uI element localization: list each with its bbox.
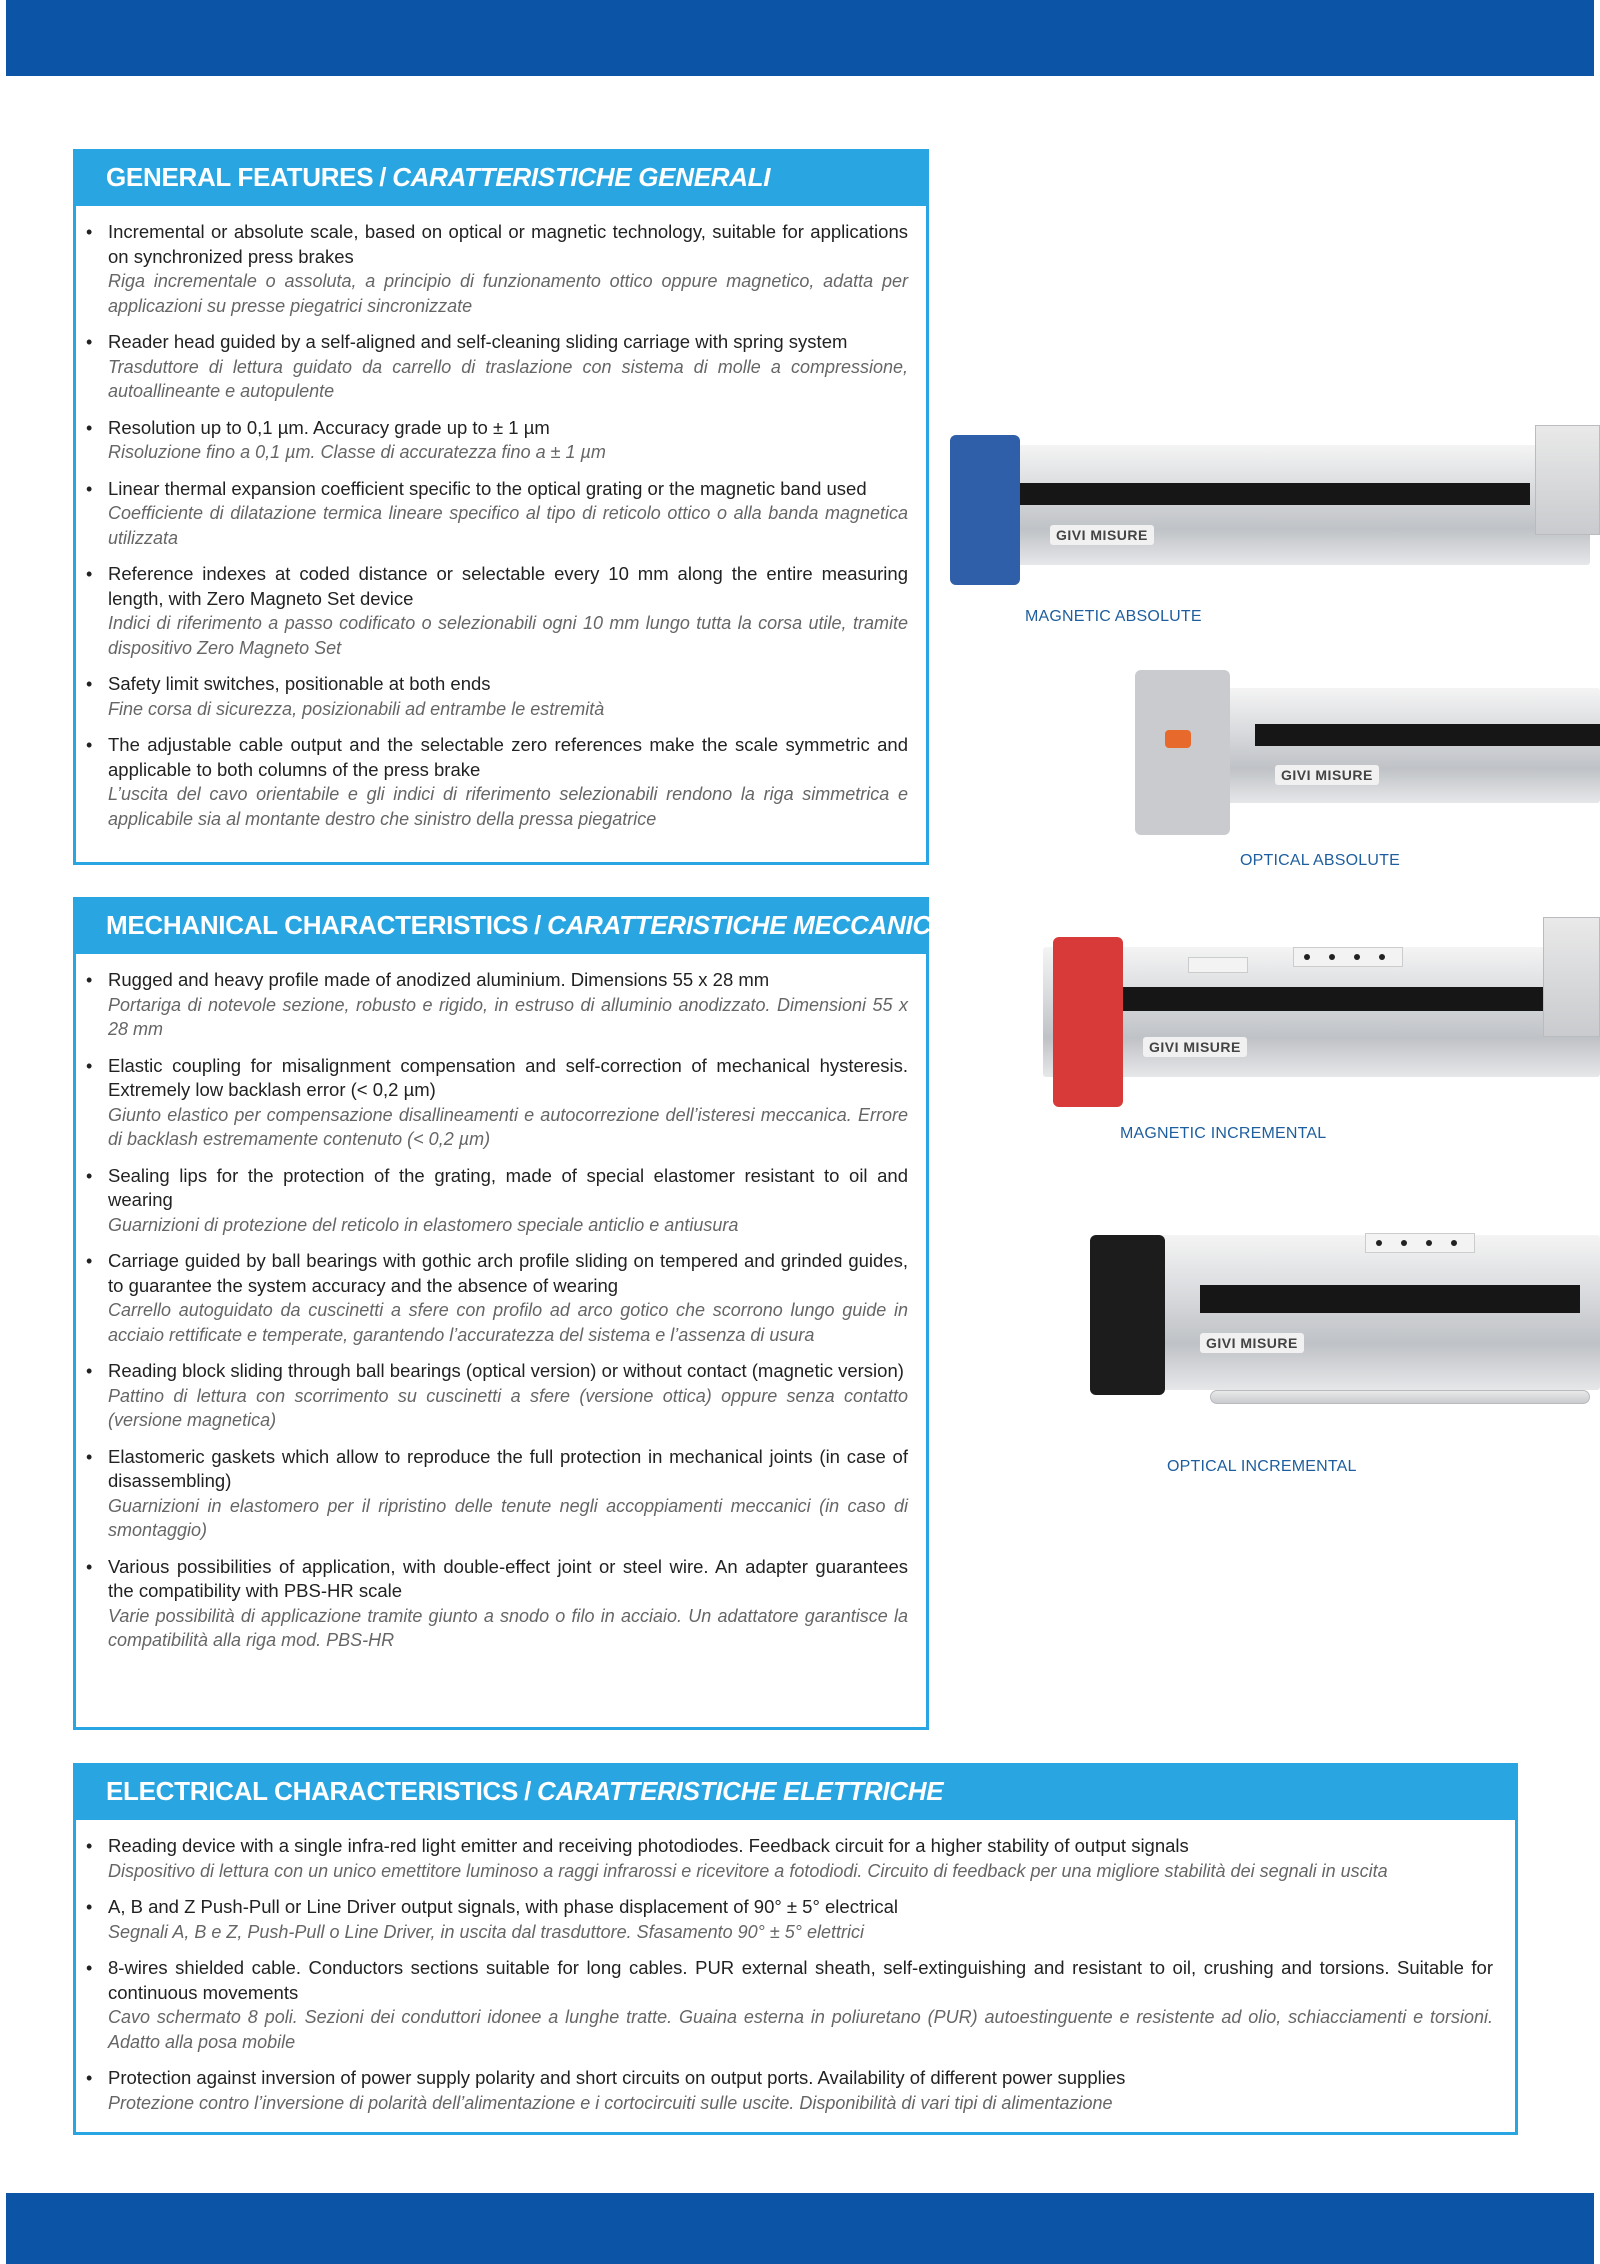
list-item xyxy=(108,1555,908,1653)
item-text-en: • Reader head guided by a self-aligned and self-cleaning sliding carriage with spring system xyxy=(108,331,848,352)
indicator-dot xyxy=(1354,954,1360,960)
item-text-it: Pattino di lettura con scorrimento su cuscinetti a sfere (versione ottica) oppure senza contatto (versione magnetica) xyxy=(108,1385,908,1430)
list-item xyxy=(108,1895,1493,1944)
list-item xyxy=(108,672,908,721)
list-item xyxy=(108,2066,1493,2115)
end-cap xyxy=(1090,1235,1165,1395)
item-text-it: Varie possibilità di applicazione tramite giunto a snodo o filo in acciaio. Un adattatore garantisce la compatibilità alla riga mod. PBS-HR xyxy=(108,1605,908,1650)
list-item xyxy=(108,1359,908,1433)
item-text-en: • 8-wires shielded cable. Conductors sections suitable for long cables. PUR external sheath, self-extinguishing and resistant to oil, crushing and torsions. Suitable for continuous movements xyxy=(108,1957,1493,2003)
electrical-title xyxy=(76,1766,1515,1820)
caption-magnetic-absolute: MAGNETIC ABSOLUTE xyxy=(1025,608,1202,625)
brand-label: GIVI MISURE xyxy=(1275,765,1379,785)
list-item xyxy=(108,1834,1493,1883)
scale-slot xyxy=(1010,483,1530,505)
item-text-it: Risoluzione fino a 0,1 µm. Classe di accuratezza fino a ± 1 µm xyxy=(108,442,606,462)
indicator-dot xyxy=(1376,1240,1382,1246)
electrical-characteristics-panel xyxy=(73,1763,1518,2135)
item-text-en: • Sealing lips for the protection of the grating, made of special elastomer resistant to oil and wearing xyxy=(108,1164,908,1210)
brand-label: GIVI MISURE xyxy=(1143,1037,1247,1057)
item-text-it: Cavo schermato 8 poli. Sezioni dei conduttori idonee a lunghe tratte. Guaina esterna in poliuretano (PUR) autoestinguente e resistente ad olio, schiacciamenti e torsioni. Adatto alla posa mobile xyxy=(108,2007,1493,2052)
indicator-dot xyxy=(1329,954,1335,960)
item-text-it: L’uscita del cavo orientabile e gli indici di riferimento selezionabili rendono la riga simmetrica e applicabile sia al montante destro che sinistro della pressa piegatrice xyxy=(108,784,908,829)
item-text-it: Indici di riferimento a passo codificato o selezionabili ogni 10 mm lungo tutta la corsa utile, tramite dispositivo Zero Magneto Set xyxy=(108,613,908,658)
title-separator: / xyxy=(534,910,542,940)
title-it: CARATTERISTICHE MECCANICHE xyxy=(547,910,967,940)
list-item xyxy=(108,416,908,465)
reader-carriage xyxy=(1535,425,1600,535)
indicator-strip xyxy=(1293,947,1403,967)
product-photo-optical-incremental xyxy=(1090,1215,1600,1450)
item-text-it: Giunto elastico per compensazione disallineamenti e autocorrezione dell’isteresi meccanica. Errore di backlash estremamente contenuto (< 0,2 µm) xyxy=(108,1104,908,1149)
scale-profile xyxy=(990,445,1590,565)
list-item xyxy=(108,1445,908,1543)
item-text-it: Portariga di notevole sezione, robusto e rigido, in estruso di alluminio anodizzato. Dimensioni 55 x 28 mm xyxy=(108,994,908,1039)
end-cap xyxy=(1135,670,1230,835)
item-text-it: Guarnizioni di protezione del reticolo in elastomero speciale anticlio e antiusura xyxy=(108,1214,739,1235)
electrical-list xyxy=(76,1820,1515,2115)
connector-icon xyxy=(1165,730,1191,748)
item-text-en: • Various possibilities of application, with double-effect joint or steel wire. An adapter guarantees the compatibility with PBS-HR scale xyxy=(108,1555,908,1601)
list-item xyxy=(108,1164,908,1238)
list-item xyxy=(108,477,908,551)
title-it: CARATTERISTICHE GENERALI xyxy=(392,162,771,192)
item-text-it: Protezione contro l’inversione di polarità dell’alimentazione e i cortocircuiti sulle uscite. Disponibilità di vari tipi di alimentazione xyxy=(108,2092,1113,2113)
indicator-dot xyxy=(1426,1240,1432,1246)
scale-slot xyxy=(1200,1285,1580,1313)
general-features-title xyxy=(76,152,926,206)
list-item xyxy=(108,562,908,660)
end-cap xyxy=(1053,937,1123,1107)
scale-slot xyxy=(1073,987,1553,1011)
caption-magnetic-incremental: MAGNETIC INCREMENTAL xyxy=(1120,1125,1327,1142)
footer-band xyxy=(6,2193,1594,2264)
list-item xyxy=(108,733,908,831)
brand-label: GIVI MISURE xyxy=(1200,1333,1304,1353)
item-text-en: • Elastic coupling for misalignment compensation and self-correction of mechanical hysteresis. Extremely low backlash error (< 0,2 µm) xyxy=(108,1054,908,1100)
indicator-dot xyxy=(1451,1240,1457,1246)
item-text-en: • Rugged and heavy profile made of anodized aluminium. Dimensions 55 x 28 mm xyxy=(108,969,770,990)
item-text-it: Carrello autoguidato da cuscinetti a sfere con profilo ad arco gotico che scorrono lungo guide in acciaio rettificate e temperate, garantendo l’accuratezza del sistema e l’assenza di usura xyxy=(108,1300,908,1345)
item-text-en: • Reading device with a single infra-red light emitter and receiving photodiodes. Feedback circuit for a higher stability of output signals xyxy=(108,1835,1189,1856)
title-it: CARATTERISTICHE ELETTRICHE xyxy=(537,1776,944,1806)
general-features-panel xyxy=(73,149,929,865)
indicator-dot xyxy=(1304,954,1310,960)
item-text-en: • The adjustable cable output and the selectable zero references make the scale symmetric and applicable to both columns of the press brake xyxy=(108,734,908,780)
list-item xyxy=(108,220,908,318)
header-band xyxy=(6,0,1594,76)
list-item xyxy=(108,330,908,404)
item-text-it: Dispositivo di lettura con un unico emettitore luminoso a raggi infrarossi e ricevitore a fotodiodi. Circuito di feedback per una migliore stabilità dei segnali in uscita xyxy=(108,1860,1388,1881)
item-text-it: Trasduttore di lettura guidato da carrello di traslazione con sistema di molle a compressione, autoallineante e autopulente xyxy=(108,356,908,401)
joint-rod xyxy=(1210,1390,1590,1404)
reader-carriage xyxy=(1543,917,1600,1037)
item-text-it: Coefficiente di dilatazione termica lineare specifico al tipo di reticolo ottico o alla banda magnetica utilizzata xyxy=(108,503,908,548)
title-en: MECHANICAL CHARACTERISTICS xyxy=(106,910,529,940)
title-en: ELECTRICAL CHARACTERISTICS xyxy=(106,1776,519,1806)
caption-optical-absolute: OPTICAL ABSOLUTE xyxy=(1240,852,1400,869)
list-item xyxy=(108,1054,908,1152)
indicator-block xyxy=(1188,957,1248,973)
list-item xyxy=(108,1249,908,1347)
title-en: GENERAL FEATURES xyxy=(106,162,374,192)
indicator-strip xyxy=(1365,1233,1475,1253)
item-text-en: • Incremental or absolute scale, based on optical or magnetic technology, suitable for applications on synchronized press brakes xyxy=(108,221,908,267)
item-text-en: • Protection against inversion of power supply polarity and short circuits on output ports. Availability of different power supplies xyxy=(108,2067,1126,2088)
item-text-en: • Reference indexes at coded distance or selectable every 10 mm along the entire measuring length, with Zero Magneto Set device xyxy=(108,563,908,609)
item-text-it: Segnali A, B e Z, Push-Pull o Line Driver, in uscita dal trasduttore. Sfasamento 90° ± 5° elettrici xyxy=(108,1921,864,1942)
product-photo-magnetic-absolute xyxy=(950,425,1600,605)
indicator-dot xyxy=(1379,954,1385,960)
list-item xyxy=(108,968,908,1042)
item-text-en: • A, B and Z Push-Pull or Line Driver output signals, with phase displacement of 90° ± 5° electrical xyxy=(108,1896,899,1917)
item-text-en: • Elastomeric gaskets which allow to reproduce the full protection in mechanical joints (in case of disassembling) xyxy=(108,1445,908,1491)
general-features-list xyxy=(76,206,926,831)
product-photo-optical-absolute xyxy=(1135,670,1600,845)
item-text-it: Fine corsa di sicurezza, posizionabili ad entrambe le estremità xyxy=(108,698,605,719)
indicator-dot xyxy=(1401,1240,1407,1246)
mechanical-list xyxy=(76,954,926,1653)
caption-optical-incremental: OPTICAL INCREMENTAL xyxy=(1167,1458,1357,1475)
item-text-it: Guarnizioni in elastomero per il ripristino delle tenute negli accoppiamenti meccanici (in caso di smontaggio) xyxy=(108,1495,908,1540)
item-text-it: Riga incrementale o assoluta, a principio di funzionamento ottico oppure magnetico, adatta per applicazioni su presse piegatrici sincronizzate xyxy=(108,271,908,316)
title-separator: / xyxy=(379,162,387,192)
item-text-en: • Carriage guided by ball bearings with gothic arch profile sliding on tempered and grinded guides, to guarantee the system accuracy and the absence of wearing xyxy=(108,1250,908,1296)
mechanical-characteristics-panel xyxy=(73,897,967,1730)
product-photo-magnetic-incremental xyxy=(1013,917,1600,1117)
item-text-en: • Reading block sliding through ball bearings (optical version) or without contact (magnetic version) xyxy=(108,1360,904,1381)
item-text-en: • Safety limit switches, positionable at both ends xyxy=(108,673,491,694)
item-text-en: • Resolution up to 0,1 µm. Accuracy grade up to ± 1 µm xyxy=(108,416,550,438)
mechanical-title xyxy=(76,900,967,954)
list-item xyxy=(108,1956,1493,2054)
end-cap xyxy=(950,435,1020,585)
item-text-en: • Linear thermal expansion coefficient specific to the optical grating or the magnetic band used xyxy=(108,477,867,499)
title-separator: / xyxy=(524,1776,531,1806)
scale-slot xyxy=(1255,724,1600,746)
brand-label: GIVI MISURE xyxy=(1050,525,1154,545)
